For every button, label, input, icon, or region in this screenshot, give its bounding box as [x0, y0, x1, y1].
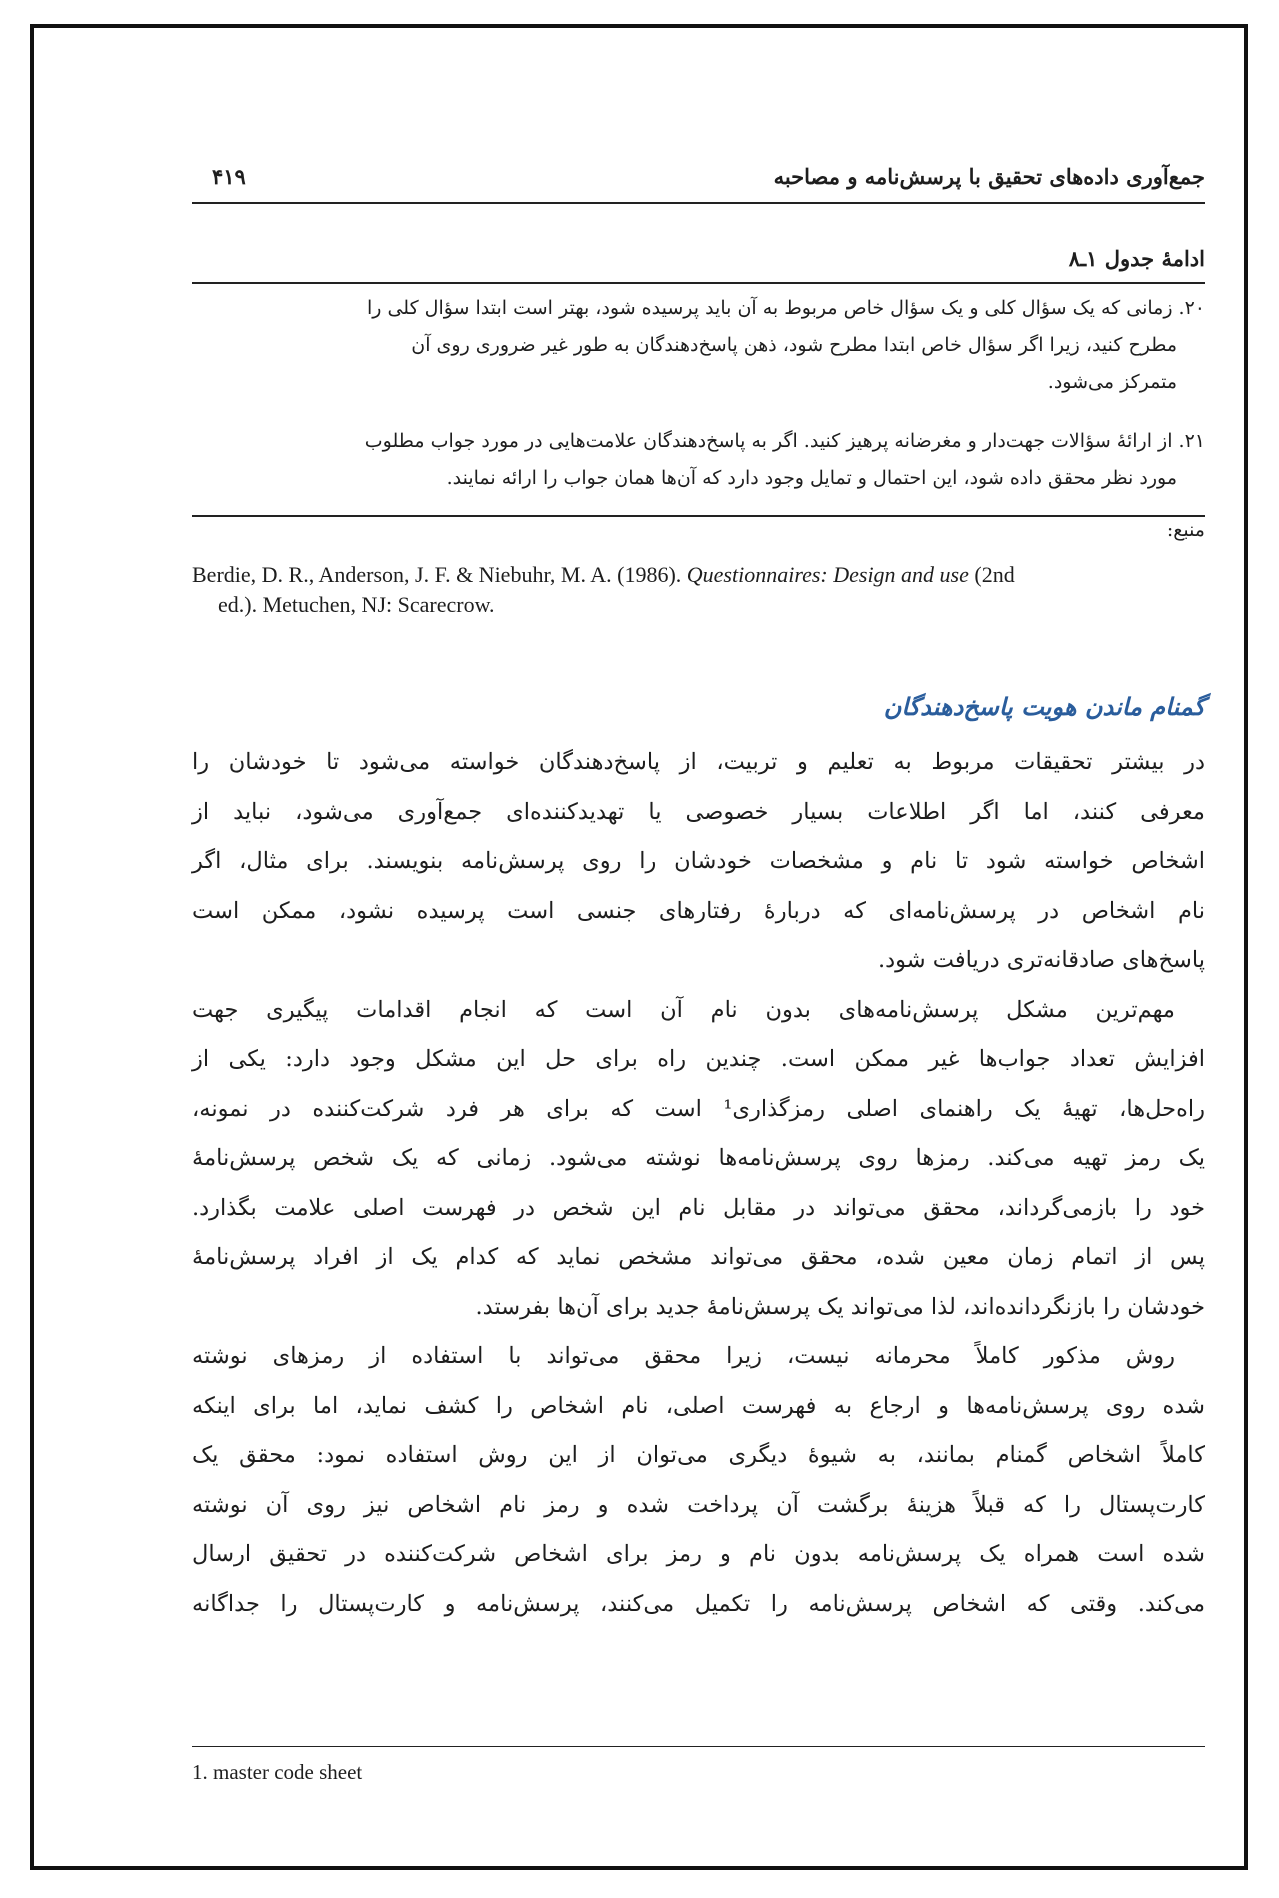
body-text — [192, 738, 1205, 1629]
paragraph-2 — [192, 986, 1205, 1333]
body-line: پس از اتمام زمان معین شده، محقق می‌تواند مشخص نماید که کدام یک از افراد پرسش‌نامهٔ — [192, 1244, 1205, 1270]
table-item-line: مورد نظر محقق داده شود، این احتمال و تمایل وجود دارد که آن‌ها همان جواب را ارائه نمایند. — [446, 467, 1177, 489]
body-line: شده روی پرسش‌نامه‌ها و ارجاع به فهرست اصلی، نام اشخاص را کشف نماید، اما برای اینکه — [192, 1392, 1205, 1419]
running-header — [192, 156, 1205, 204]
table-item-line: متمرکز می‌شود. — [1047, 371, 1177, 393]
table-caption: ادامهٔ جدول ۱ـ۸ — [1068, 246, 1205, 271]
body-line: شده است همراه یک پرسش‌نامه بدون نام و رمز برای اشخاص شرکت‌کننده در تحقیق ارسال — [192, 1541, 1205, 1567]
body-line: اشخاص خواسته شود تا نام و مشخصات خودشان را روی پرسش‌نامه بنویسند. برای مثال، اگر — [192, 848, 1205, 874]
table-item-line: ۲۰. زمانی که یک سؤال کلی و یک سؤال خاص مربوط به آن باید پرسیده شود، بهتر است ابتدا سؤال کلی را — [366, 297, 1205, 319]
body-line: می‌کند. وقتی که اشخاص پرسش‌نامه را تکمیل می‌کنند، پرسش‌نامه و کارت‌پستال را جداگانه — [192, 1590, 1205, 1617]
table-item-20 — [192, 290, 1205, 401]
body-line: کارت‌پستال را که قبلاً هزینهٔ برگشت آن پرداخت شده و رمز نام اشخاص نیز روی آن نوشته — [192, 1491, 1205, 1518]
paragraph-3 — [192, 1332, 1205, 1629]
body-line: معرفی کنند، اما اگر اطلاعات بسیار خصوصی یا تهدیدکننده‌ای جمع‌آوری می‌شود، نباید از — [192, 798, 1205, 825]
body-line: پاسخ‌های صادقانه‌تری دریافت شود. — [878, 947, 1205, 973]
body-line: مهم‌ترین مشکل پرسش‌نامه‌های بدون نام آن است که انجام اقدامات پیگیری جهت — [192, 996, 1175, 1023]
body-line: خودشان را بازنگردانده‌اند، لذا می‌تواند یک پرسش‌نامهٔ جدید برای آن‌ها بفرستد. — [475, 1293, 1205, 1320]
body-line: در بیشتر تحقیقات مربوط به تعلیم و تربیت، از پاسخ‌دهندگان خواسته می‌شود تا خودشان را — [192, 749, 1205, 775]
table-item-line: مطرح کنید، زیرا اگر سؤال خاص ابتدا مطرح شود، ذهن پاسخ‌دهندگان به طور غیر ضروری روی آن — [411, 334, 1177, 356]
table-top-rule — [192, 282, 1205, 284]
body-line: افزایش تعداد جواب‌ها غیر ممکن است. چندین راه برای حل این مشکل وجود دارد: یکی از — [192, 1046, 1205, 1072]
section-heading: گمنام ماندن هویت پاسخ‌دهندگان — [883, 692, 1205, 721]
page-frame — [30, 24, 1248, 1870]
reference-publisher: ed.). Metuchen, NJ: Scarecrow. — [218, 592, 495, 617]
table-item-21 — [192, 423, 1205, 497]
source-reference — [192, 560, 1192, 620]
body-line: روش مذکور کاملاً محرمانه نیست، زیرا محقق می‌تواند با استفاده از رمزهای نوشته — [192, 1343, 1175, 1369]
footnote: 1. master code sheet — [192, 1760, 363, 1784]
body-line: نام اشخاص در پرسش‌نامه‌ای که دربارهٔ رفتارهای جنسی است پرسیده نشود، ممکن است — [192, 897, 1205, 924]
table-bottom-rule — [192, 515, 1205, 517]
body-line: کاملاً اشخاص گمنام بمانند، به شیوهٔ دیگری می‌توان از این روش استفاده نمود: محقق یک — [192, 1442, 1205, 1468]
table-item-line: ۲۱. از ارائهٔ سؤالات جهت‌دار و مغرضانه پرهیز کنید. اگر به پاسخ‌دهندگان علامت‌هایی در مورد جواب مطلوب — [364, 430, 1205, 452]
page-number: ۴۱۹ — [212, 164, 246, 189]
footnote-rule — [192, 1746, 1205, 1747]
reference-edition: (2nd — [968, 562, 1015, 587]
paragraph-1 — [192, 738, 1205, 986]
body-line: راه‌حل‌ها، تهیهٔ یک راهنمای اصلی رمزگذاری¹ است که برای هر فرد شرکت‌کننده در نمونه، — [192, 1095, 1205, 1122]
body-line: یک رمز تهیه می‌کند. رمزها روی پرسش‌نامه‌ها نوشته می‌شود. زمانی که یک شخص پرسش‌نامهٔ — [192, 1145, 1205, 1171]
reference-title: Questionnaires: Design and use — [686, 562, 969, 587]
reference-authors: Berdie, D. R., Anderson, J. F. & Niebuhr, M. A. (1986). — [192, 562, 687, 587]
source-label: منبع: — [1166, 519, 1205, 541]
body-line: خود را بازمی‌گرداند، محقق می‌تواند در مقابل نام این شخص در فهرست اصلی علامت بگذارد. — [192, 1194, 1205, 1221]
running-title: جمع‌آوری داده‌های تحقیق با پرسش‌نامه و مصاحبه — [773, 164, 1205, 189]
